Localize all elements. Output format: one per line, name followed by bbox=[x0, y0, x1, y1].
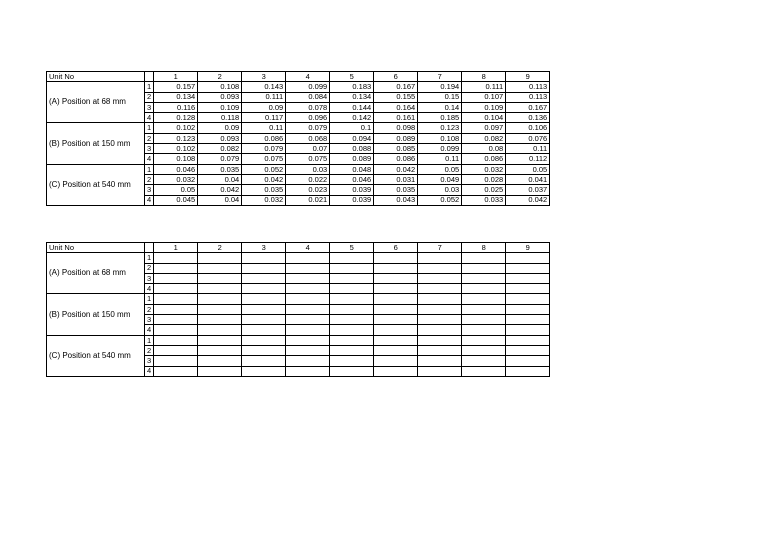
value-cell: 0.033 bbox=[462, 195, 506, 205]
empty-value-cell bbox=[506, 335, 550, 345]
empty-value-cell bbox=[462, 315, 506, 325]
empty-value-cell bbox=[462, 304, 506, 314]
empty-value-cell bbox=[154, 294, 198, 304]
value-cell: 0.084 bbox=[286, 92, 330, 102]
sub-row-number: 3 bbox=[145, 144, 154, 154]
value-cell: 0.076 bbox=[506, 133, 550, 143]
empty-value-cell bbox=[198, 304, 242, 314]
empty-value-cell bbox=[418, 284, 462, 294]
value-cell: 0.116 bbox=[154, 102, 198, 112]
unit-column-header: 1 bbox=[154, 72, 198, 82]
empty-value-cell bbox=[506, 315, 550, 325]
value-cell: 0.022 bbox=[286, 174, 330, 184]
sub-row-number: 1 bbox=[145, 253, 154, 263]
unit-no-label: Unit No bbox=[47, 72, 145, 82]
table-row bbox=[47, 123, 550, 133]
empty-value-cell bbox=[462, 325, 506, 335]
empty-value-cell bbox=[242, 345, 286, 355]
value-cell: 0.028 bbox=[462, 174, 506, 184]
unit-column-header: 9 bbox=[506, 243, 550, 253]
value-cell: 0.157 bbox=[154, 82, 198, 92]
value-cell: 0.039 bbox=[330, 185, 374, 195]
empty-value-cell bbox=[506, 294, 550, 304]
empty-value-cell bbox=[242, 273, 286, 283]
empty-value-cell bbox=[462, 253, 506, 263]
value-cell: 0.042 bbox=[242, 174, 286, 184]
value-cell: 0.128 bbox=[154, 113, 198, 123]
unit-column-header: 2 bbox=[198, 72, 242, 82]
group-label: (C) Position at 540 mm bbox=[47, 164, 145, 205]
empty-value-cell bbox=[506, 345, 550, 355]
value-cell: 0.089 bbox=[330, 154, 374, 164]
empty-value-cell bbox=[154, 345, 198, 355]
value-cell: 0.045 bbox=[154, 195, 198, 205]
value-cell: 0.042 bbox=[374, 164, 418, 174]
value-cell: 0.111 bbox=[462, 82, 506, 92]
empty-value-cell bbox=[242, 253, 286, 263]
value-cell: 0.079 bbox=[242, 144, 286, 154]
empty-value-cell bbox=[374, 294, 418, 304]
empty-value-cell bbox=[330, 284, 374, 294]
empty-value-cell bbox=[198, 284, 242, 294]
value-cell: 0.09 bbox=[198, 123, 242, 133]
value-cell: 0.05 bbox=[418, 164, 462, 174]
empty-value-cell bbox=[154, 253, 198, 263]
value-cell: 0.106 bbox=[506, 123, 550, 133]
empty-value-cell bbox=[330, 315, 374, 325]
value-cell: 0.09 bbox=[242, 102, 286, 112]
group-label: (A) Position at 68 mm bbox=[47, 253, 145, 294]
value-cell: 0.1 bbox=[330, 123, 374, 133]
empty-value-cell bbox=[330, 253, 374, 263]
unit-column-header: 9 bbox=[506, 72, 550, 82]
table-row bbox=[47, 294, 550, 304]
empty-value-cell bbox=[418, 263, 462, 273]
empty-value-cell bbox=[242, 304, 286, 314]
empty-value-cell bbox=[198, 345, 242, 355]
header-row bbox=[47, 243, 550, 253]
empty-value-cell bbox=[374, 366, 418, 376]
empty-value-cell bbox=[286, 294, 330, 304]
unit-no-label: Unit No bbox=[47, 243, 145, 253]
sub-row-number: 1 bbox=[145, 82, 154, 92]
value-cell: 0.052 bbox=[242, 164, 286, 174]
empty-value-cell bbox=[154, 325, 198, 335]
empty-value-cell bbox=[506, 356, 550, 366]
empty-measurement-table bbox=[46, 242, 550, 377]
value-cell: 0.155 bbox=[374, 92, 418, 102]
value-cell: 0.032 bbox=[242, 195, 286, 205]
empty-value-cell bbox=[418, 345, 462, 355]
table-row bbox=[47, 164, 550, 174]
value-cell: 0.086 bbox=[242, 133, 286, 143]
empty-value-cell bbox=[462, 273, 506, 283]
value-cell: 0.136 bbox=[506, 113, 550, 123]
empty-value-cell bbox=[286, 325, 330, 335]
sub-row-number: 3 bbox=[145, 315, 154, 325]
empty-value-cell bbox=[330, 335, 374, 345]
empty-value-cell bbox=[154, 335, 198, 345]
value-cell: 0.099 bbox=[286, 82, 330, 92]
sub-row-number: 1 bbox=[145, 335, 154, 345]
empty-value-cell bbox=[154, 366, 198, 376]
value-cell: 0.094 bbox=[330, 133, 374, 143]
value-cell: 0.113 bbox=[506, 82, 550, 92]
value-cell: 0.075 bbox=[286, 154, 330, 164]
empty-value-cell bbox=[418, 273, 462, 283]
group-label: (C) Position at 540 mm bbox=[47, 335, 145, 376]
value-cell: 0.104 bbox=[462, 113, 506, 123]
value-cell: 0.167 bbox=[506, 102, 550, 112]
empty-value-cell bbox=[242, 263, 286, 273]
value-cell: 0.088 bbox=[330, 144, 374, 154]
sub-row-number: 4 bbox=[145, 154, 154, 164]
value-cell: 0.086 bbox=[374, 154, 418, 164]
value-cell: 0.134 bbox=[154, 92, 198, 102]
value-cell: 0.042 bbox=[198, 185, 242, 195]
value-cell: 0.042 bbox=[506, 195, 550, 205]
value-cell: 0.113 bbox=[506, 92, 550, 102]
value-cell: 0.048 bbox=[330, 164, 374, 174]
unit-column-header: 8 bbox=[462, 243, 506, 253]
value-cell: 0.098 bbox=[374, 123, 418, 133]
table-row bbox=[47, 253, 550, 263]
sub-row-number: 3 bbox=[145, 273, 154, 283]
unit-column-header: 5 bbox=[330, 243, 374, 253]
empty-value-cell bbox=[374, 335, 418, 345]
value-cell: 0.035 bbox=[242, 185, 286, 195]
value-cell: 0.11 bbox=[242, 123, 286, 133]
sub-row-number: 2 bbox=[145, 174, 154, 184]
empty-value-cell bbox=[198, 335, 242, 345]
empty-value-cell bbox=[374, 325, 418, 335]
value-cell: 0.052 bbox=[418, 195, 462, 205]
empty-value-cell bbox=[198, 366, 242, 376]
value-cell: 0.079 bbox=[198, 154, 242, 164]
empty-value-cell bbox=[462, 356, 506, 366]
empty-value-cell bbox=[506, 273, 550, 283]
value-cell: 0.041 bbox=[506, 174, 550, 184]
empty-value-cell bbox=[506, 325, 550, 335]
empty-value-cell bbox=[330, 273, 374, 283]
value-cell: 0.14 bbox=[418, 102, 462, 112]
value-cell: 0.023 bbox=[286, 185, 330, 195]
value-cell: 0.11 bbox=[506, 144, 550, 154]
value-cell: 0.046 bbox=[330, 174, 374, 184]
sub-row-number: 3 bbox=[145, 102, 154, 112]
empty-value-cell bbox=[506, 253, 550, 263]
value-cell: 0.194 bbox=[418, 82, 462, 92]
empty-value-cell bbox=[506, 304, 550, 314]
empty-value-cell bbox=[242, 315, 286, 325]
empty-value-cell bbox=[418, 366, 462, 376]
empty-value-cell bbox=[374, 253, 418, 263]
empty-value-cell bbox=[286, 356, 330, 366]
sub-row-number: 4 bbox=[145, 325, 154, 335]
unit-column-header: 5 bbox=[330, 72, 374, 82]
empty-value-cell bbox=[374, 263, 418, 273]
value-cell: 0.078 bbox=[286, 102, 330, 112]
value-cell: 0.03 bbox=[418, 185, 462, 195]
value-cell: 0.185 bbox=[418, 113, 462, 123]
value-cell: 0.08 bbox=[462, 144, 506, 154]
value-cell: 0.167 bbox=[374, 82, 418, 92]
empty-value-cell bbox=[198, 253, 242, 263]
empty-value-cell bbox=[462, 294, 506, 304]
value-cell: 0.04 bbox=[198, 174, 242, 184]
empty-value-cell bbox=[374, 304, 418, 314]
empty-value-cell bbox=[242, 284, 286, 294]
empty-value-cell bbox=[418, 356, 462, 366]
value-cell: 0.183 bbox=[330, 82, 374, 92]
value-cell: 0.025 bbox=[462, 185, 506, 195]
empty-value-cell bbox=[330, 356, 374, 366]
empty-value-cell bbox=[242, 335, 286, 345]
value-cell: 0.046 bbox=[154, 164, 198, 174]
empty-value-cell bbox=[286, 253, 330, 263]
value-cell: 0.07 bbox=[286, 144, 330, 154]
empty-value-cell bbox=[418, 304, 462, 314]
empty-value-cell bbox=[286, 304, 330, 314]
unit-column-header: 1 bbox=[154, 243, 198, 253]
sub-row-number: 2 bbox=[145, 263, 154, 273]
unit-column-header: 3 bbox=[242, 243, 286, 253]
value-cell: 0.032 bbox=[154, 174, 198, 184]
value-cell: 0.11 bbox=[418, 154, 462, 164]
empty-value-cell bbox=[242, 356, 286, 366]
value-cell: 0.093 bbox=[198, 133, 242, 143]
value-cell: 0.123 bbox=[418, 123, 462, 133]
empty-value-cell bbox=[286, 273, 330, 283]
empty-value-cell bbox=[462, 345, 506, 355]
empty-value-cell bbox=[286, 263, 330, 273]
empty-value-cell bbox=[330, 366, 374, 376]
value-cell: 0.043 bbox=[374, 195, 418, 205]
empty-value-cell bbox=[462, 263, 506, 273]
value-cell: 0.118 bbox=[198, 113, 242, 123]
value-cell: 0.143 bbox=[242, 82, 286, 92]
value-cell: 0.085 bbox=[374, 144, 418, 154]
value-cell: 0.164 bbox=[374, 102, 418, 112]
empty-value-cell bbox=[330, 304, 374, 314]
value-cell: 0.037 bbox=[506, 185, 550, 195]
sub-row-number: 2 bbox=[145, 92, 154, 102]
sub-row-number: 4 bbox=[145, 195, 154, 205]
empty-value-cell bbox=[418, 294, 462, 304]
empty-value-cell bbox=[242, 294, 286, 304]
group-label: (A) Position at 68 mm bbox=[47, 82, 145, 123]
value-cell: 0.075 bbox=[242, 154, 286, 164]
table-row bbox=[47, 82, 550, 92]
empty-value-cell bbox=[198, 356, 242, 366]
group-label: (B) Position at 150 mm bbox=[47, 123, 145, 164]
value-cell: 0.082 bbox=[198, 144, 242, 154]
value-cell: 0.142 bbox=[330, 113, 374, 123]
value-cell: 0.161 bbox=[374, 113, 418, 123]
value-cell: 0.107 bbox=[462, 92, 506, 102]
empty-value-cell bbox=[418, 325, 462, 335]
value-cell: 0.035 bbox=[374, 185, 418, 195]
sub-row-number: 4 bbox=[145, 113, 154, 123]
value-cell: 0.039 bbox=[330, 195, 374, 205]
sub-row-number: 2 bbox=[145, 133, 154, 143]
unit-column-header: 7 bbox=[418, 243, 462, 253]
unit-column-header: 2 bbox=[198, 243, 242, 253]
sub-row-number: 1 bbox=[145, 123, 154, 133]
empty-value-cell bbox=[154, 315, 198, 325]
empty-value-cell bbox=[506, 284, 550, 294]
value-cell: 0.021 bbox=[286, 195, 330, 205]
value-cell: 0.144 bbox=[330, 102, 374, 112]
value-cell: 0.099 bbox=[418, 144, 462, 154]
sub-row-number: 2 bbox=[145, 304, 154, 314]
empty-value-cell bbox=[330, 263, 374, 273]
value-cell: 0.03 bbox=[286, 164, 330, 174]
value-cell: 0.089 bbox=[374, 133, 418, 143]
empty-value-cell bbox=[462, 284, 506, 294]
measurement-table bbox=[46, 71, 550, 206]
empty-value-cell bbox=[286, 335, 330, 345]
value-cell: 0.123 bbox=[154, 133, 198, 143]
sub-row-number: 4 bbox=[145, 366, 154, 376]
empty-value-cell bbox=[198, 263, 242, 273]
empty-value-cell bbox=[286, 345, 330, 355]
empty-value-cell bbox=[154, 304, 198, 314]
header-row bbox=[47, 72, 550, 82]
value-cell: 0.086 bbox=[462, 154, 506, 164]
unit-column-header: 6 bbox=[374, 243, 418, 253]
empty-value-cell bbox=[330, 345, 374, 355]
value-cell: 0.111 bbox=[242, 92, 286, 102]
empty-value-cell bbox=[286, 284, 330, 294]
empty-value-cell bbox=[330, 294, 374, 304]
table-row bbox=[47, 335, 550, 345]
empty-value-cell bbox=[506, 263, 550, 273]
sub-row-number: 3 bbox=[145, 185, 154, 195]
unit-column-header: 4 bbox=[286, 243, 330, 253]
value-cell: 0.108 bbox=[198, 82, 242, 92]
value-cell: 0.15 bbox=[418, 92, 462, 102]
empty-value-cell bbox=[418, 335, 462, 345]
empty-value-cell bbox=[418, 253, 462, 263]
group-label: (B) Position at 150 mm bbox=[47, 294, 145, 335]
empty-value-cell bbox=[242, 366, 286, 376]
unit-column-header: 6 bbox=[374, 72, 418, 82]
unit-column-header: 4 bbox=[286, 72, 330, 82]
value-cell: 0.108 bbox=[154, 154, 198, 164]
sub-row-number: 1 bbox=[145, 294, 154, 304]
sub-header-cell bbox=[145, 243, 154, 253]
value-cell: 0.134 bbox=[330, 92, 374, 102]
sub-row-number: 2 bbox=[145, 345, 154, 355]
value-cell: 0.102 bbox=[154, 144, 198, 154]
empty-value-cell bbox=[374, 345, 418, 355]
empty-value-cell bbox=[154, 284, 198, 294]
value-cell: 0.109 bbox=[462, 102, 506, 112]
value-cell: 0.068 bbox=[286, 133, 330, 143]
empty-value-cell bbox=[374, 284, 418, 294]
sub-row-number: 3 bbox=[145, 356, 154, 366]
value-cell: 0.108 bbox=[418, 133, 462, 143]
value-cell: 0.05 bbox=[154, 185, 198, 195]
unit-column-header: 7 bbox=[418, 72, 462, 82]
value-cell: 0.112 bbox=[506, 154, 550, 164]
empty-value-cell bbox=[154, 263, 198, 273]
value-cell: 0.102 bbox=[154, 123, 198, 133]
empty-value-cell bbox=[242, 325, 286, 335]
value-cell: 0.093 bbox=[198, 92, 242, 102]
empty-value-cell bbox=[286, 315, 330, 325]
sub-row-number: 1 bbox=[145, 164, 154, 174]
empty-value-cell bbox=[374, 356, 418, 366]
sub-header-cell bbox=[145, 72, 154, 82]
value-cell: 0.096 bbox=[286, 113, 330, 123]
value-cell: 0.05 bbox=[506, 164, 550, 174]
sub-row-number: 4 bbox=[145, 284, 154, 294]
empty-value-cell bbox=[198, 315, 242, 325]
value-cell: 0.079 bbox=[286, 123, 330, 133]
unit-column-header: 8 bbox=[462, 72, 506, 82]
empty-value-cell bbox=[374, 273, 418, 283]
empty-value-cell bbox=[198, 325, 242, 335]
value-cell: 0.109 bbox=[198, 102, 242, 112]
value-cell: 0.04 bbox=[198, 195, 242, 205]
empty-value-cell bbox=[154, 273, 198, 283]
value-cell: 0.032 bbox=[462, 164, 506, 174]
value-cell: 0.082 bbox=[462, 133, 506, 143]
empty-value-cell bbox=[286, 366, 330, 376]
empty-value-cell bbox=[462, 335, 506, 345]
empty-value-cell bbox=[198, 273, 242, 283]
value-cell: 0.035 bbox=[198, 164, 242, 174]
empty-value-cell bbox=[374, 315, 418, 325]
empty-value-cell bbox=[154, 356, 198, 366]
empty-value-cell bbox=[198, 294, 242, 304]
value-cell: 0.097 bbox=[462, 123, 506, 133]
value-cell: 0.049 bbox=[418, 174, 462, 184]
empty-value-cell bbox=[330, 325, 374, 335]
empty-value-cell bbox=[462, 366, 506, 376]
value-cell: 0.031 bbox=[374, 174, 418, 184]
unit-column-header: 3 bbox=[242, 72, 286, 82]
value-cell: 0.117 bbox=[242, 113, 286, 123]
empty-value-cell bbox=[418, 315, 462, 325]
empty-value-cell bbox=[506, 366, 550, 376]
